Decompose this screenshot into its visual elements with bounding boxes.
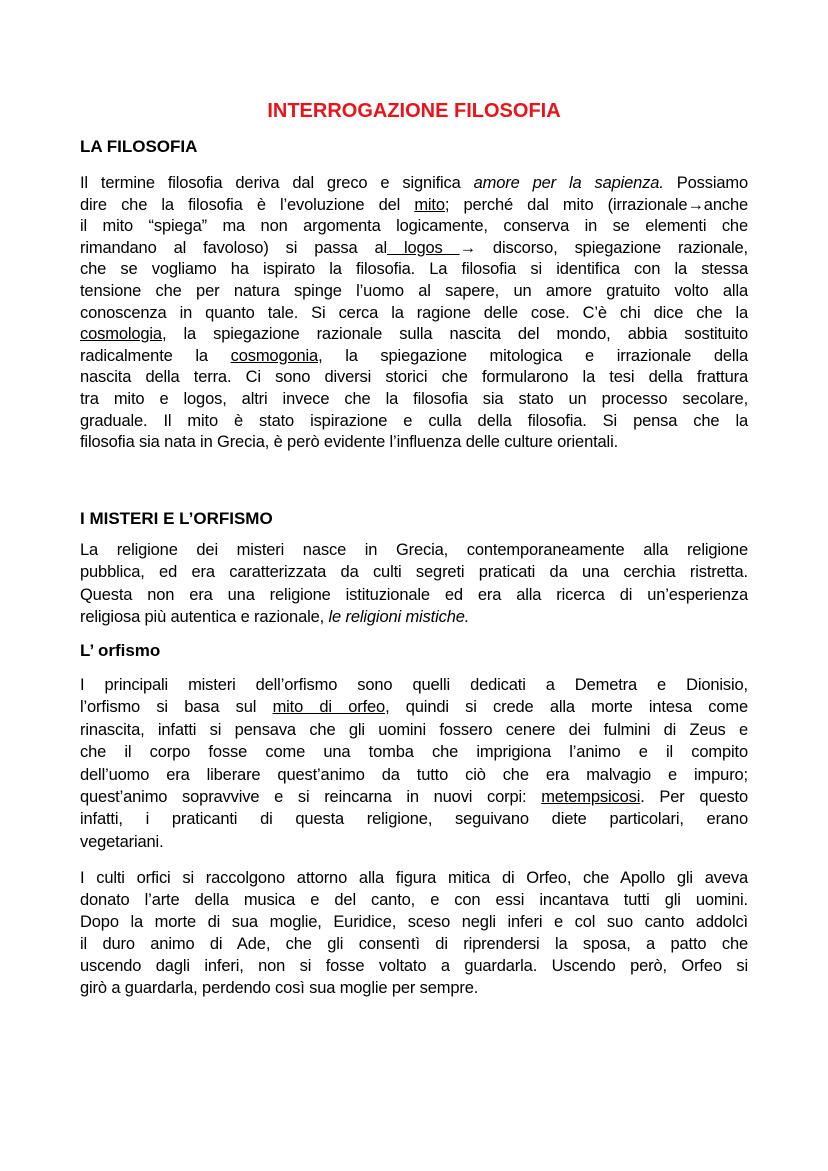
text-line xyxy=(80,955,748,977)
text-segment: tra mito e logos, altri invece che la filosofia sia stato un processo secolare, xyxy=(80,389,748,408)
text-line xyxy=(80,303,748,325)
text-segment: che se vogliamo ha ispirato la filosofia. La filosofia si identifica con la stessa xyxy=(80,260,748,279)
text-segment: pubblica, ed era caratterizzata da culti segreti praticati da una cerchia ristretta. xyxy=(80,563,748,582)
text-line xyxy=(80,281,748,303)
text-line xyxy=(80,238,748,260)
text-segment: dire che la filosofia è l’evoluzione del xyxy=(80,195,415,214)
text-line xyxy=(80,346,748,368)
section-heading-misteri-orfismo: I MISTERI E L’ORFISMO xyxy=(80,509,273,528)
text-segment: → discorso, spiegazione razionale, xyxy=(459,238,748,257)
text-line xyxy=(80,432,748,454)
text-segment: donato l’arte della musica e del canto, e con essi incantava tutti gli uomini. xyxy=(80,891,748,909)
text-segment: graduale. Il mito è stato ispirazione e culla della filosofia. Si pensa che la xyxy=(80,411,748,430)
text-segment: il mito “spiega” ma non argomenta logicamente, conserva in se elementi che xyxy=(80,217,748,236)
text-line xyxy=(80,786,748,808)
text-segment: Questa non era una religione istituzionale ed era alla ricerca di un’esperienza xyxy=(80,585,748,604)
text-line xyxy=(80,584,748,606)
text-line xyxy=(80,606,748,628)
text-segment: ; perché dal mito (irrazionale→anche xyxy=(444,195,749,214)
text-segment: I culti orfici si raccolgono attorno alla figura mitica di Orfeo, che Apollo gli aveva xyxy=(80,869,748,887)
text-segment: rinascita, infatti si pensava che gli uomini fossero cenere dei fulmini di Zeus e xyxy=(80,720,748,739)
underlined-term: cosmogonia, xyxy=(230,346,323,365)
text-segment: girò a guardarla, perdendo così sua moglie per sempre. xyxy=(80,979,479,997)
text-line xyxy=(80,719,748,741)
text-line xyxy=(80,389,748,411)
text-line xyxy=(80,173,748,195)
text-segment: I principali misteri dell’orfismo sono quelli dedicati a Demetra e Dionisio, xyxy=(80,676,748,694)
text-segment: Il termine filosofia deriva dal greco e significa xyxy=(80,174,474,192)
text-segment: , la spiegazione razionale sulla nascita del mondo, abbia sostituito xyxy=(161,325,748,344)
paragraph-misteri xyxy=(80,539,748,628)
section-heading-la-filosofia: LA FILOSOFIA xyxy=(80,137,198,156)
underlined-term: logos xyxy=(387,238,460,257)
text-segment: La religione dei misteri nasce in Grecia, contemporaneamente alla religione xyxy=(80,541,748,559)
text-line xyxy=(80,933,748,955)
italic-text: amore per la sapienza. xyxy=(473,174,664,192)
subheading-orfismo: L’ orfismo xyxy=(80,641,161,660)
text-line xyxy=(80,367,748,389)
text-segment: uscendo dagli inferi, non si fosse voltato a guardarla. Uscendo però, Orfeo si xyxy=(80,957,748,975)
text-line xyxy=(80,324,748,346)
text-segment: radicalmente la xyxy=(80,346,231,365)
text-segment: rimandano al favoloso) si passa al xyxy=(80,238,387,257)
text-segment: l’orfismo si basa sul xyxy=(80,698,273,717)
italic-text: le religioni mistiche. xyxy=(328,607,470,626)
text-segment: che il corpo fosse come una tomba che imprigiona l’animo e il compito xyxy=(80,743,748,762)
text-line xyxy=(80,977,748,999)
text-segment: Possiamo xyxy=(663,174,748,192)
text-segment: dell’uomo era liberare quest’animo da tutto ciò che era malvagio e impuro; xyxy=(80,765,748,784)
document-title: INTERROGAZIONE FILOSOFIA xyxy=(267,100,561,122)
text-segment: conoscenza in quanto tale. Si cerca la ragione delle cose. C’è chi dice che la xyxy=(80,303,748,322)
text-line xyxy=(80,911,748,933)
text-line xyxy=(80,216,748,238)
paragraph-orfismo-1 xyxy=(80,674,748,853)
paragraph-orfismo-2 xyxy=(80,867,748,999)
text-segment: la spiegazione mitologica e irrazionale della xyxy=(322,346,748,365)
text-line xyxy=(80,764,748,786)
text-line xyxy=(80,696,748,718)
underlined-term: mito xyxy=(414,195,445,214)
text-segment: religiosa più autentica e razionale, xyxy=(80,607,329,626)
text-segment: vegetariani. xyxy=(80,832,164,851)
text-line xyxy=(80,808,748,830)
text-line xyxy=(80,411,748,433)
underlined-term: cosmologia xyxy=(80,325,162,344)
text-segment: . Per questo xyxy=(640,787,749,806)
text-segment: infatti, i praticanti di questa religione, seguivano diete particolari, erano xyxy=(80,810,748,829)
text-line xyxy=(80,674,748,696)
text-segment: Dopo la morte di sua moglie, Euridice, sceso negli inferi e col suo canto addolcì xyxy=(80,913,748,931)
text-segment: tensione che per natura spinge l’uomo al sapere, un amore gratuito volto alla xyxy=(80,281,748,300)
text-line xyxy=(80,867,748,889)
underlined-term: metempsicosi xyxy=(541,787,641,806)
text-segment: nascita della terra. Ci sono diversi storici che formularono la tesi della frattura xyxy=(80,368,748,387)
text-segment: filosofia sia nata in Grecia, è però evidente l’influenza delle culture orientali. xyxy=(80,433,619,452)
text-line xyxy=(80,889,748,911)
text-line xyxy=(80,259,748,281)
text-segment: , quindi si crede alla morte intesa come xyxy=(385,698,748,717)
paragraph-la-filosofia xyxy=(80,173,748,454)
underlined-term: mito di orfeo xyxy=(272,698,386,717)
text-line xyxy=(80,831,748,853)
text-segment: il duro animo di Ade, che gli consentì di riprendersi la sposa, a patto che xyxy=(80,935,748,953)
text-line xyxy=(80,741,748,763)
text-line xyxy=(80,561,748,583)
text-line xyxy=(80,539,748,561)
text-segment: quest’animo sopravvive e si reincarna in nuovi corpi: xyxy=(80,787,542,806)
text-line xyxy=(80,195,748,217)
